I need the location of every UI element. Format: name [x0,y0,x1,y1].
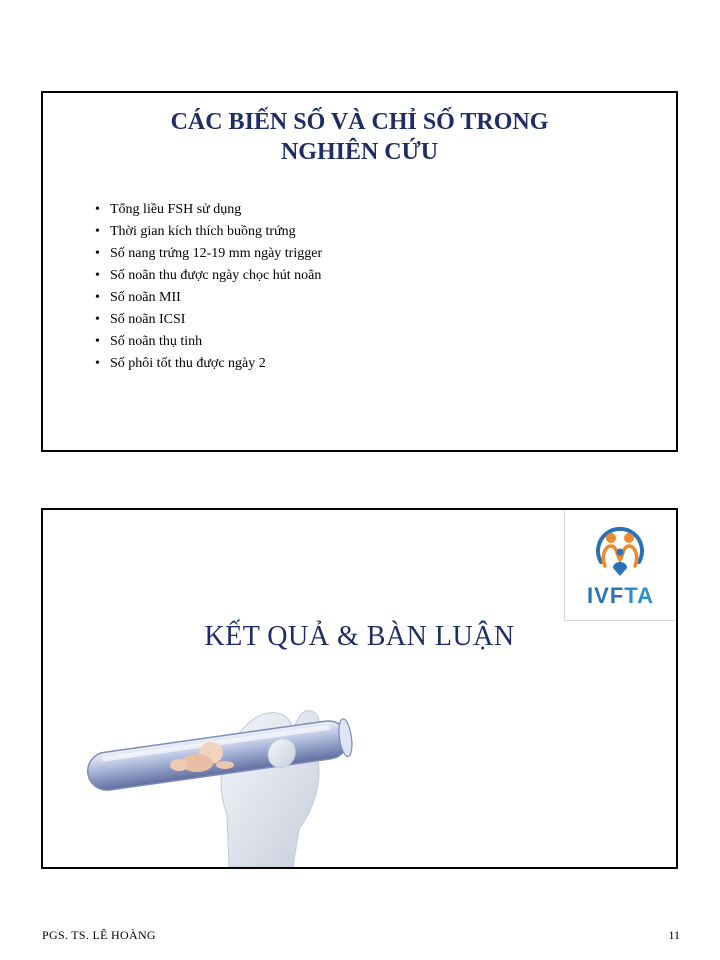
list-item: • Số noãn MII [95,287,322,309]
ivfta-logo [564,510,676,621]
page-number: 11 [668,928,680,942]
list-item: • Số noãn thu được ngày chọc hút noãn [95,265,322,287]
variables-list [95,199,322,375]
list-item: • Số noãn thụ tinh [95,331,322,353]
slide2-title: KẾT QUẢ & BÀN LUẬN [204,621,515,652]
family-heart-icon [591,522,649,582]
slide1-title-line2: NGHIÊN CỨU [280,139,439,165]
test-tube-baby-illustration [79,695,379,867]
slide1-title [43,107,676,167]
slide1-title-line1: CÁC BIẾN SỐ VÀ CHỈ SỐ TRONG [170,109,549,135]
logo-text-ivf: IVF [587,583,625,608]
list-item: • Số noãn ICSI [95,309,322,331]
list-item: • Số nang trứng 12-19 mm ngày trigger [95,243,322,265]
slide-results [41,508,678,869]
logo-text [565,583,676,609]
footer-author: PGS. TS. LÊ HOÀNG [42,928,156,942]
slide-variables [41,91,678,452]
list-item: • Thời gian kích thích buồng trứng [95,221,322,243]
list-item: • Số phôi tốt thu được ngày 2 [95,353,322,375]
list-item: • Tổng liều FSH sử dụng [95,199,322,221]
logo-text-ta: TA [624,583,654,608]
